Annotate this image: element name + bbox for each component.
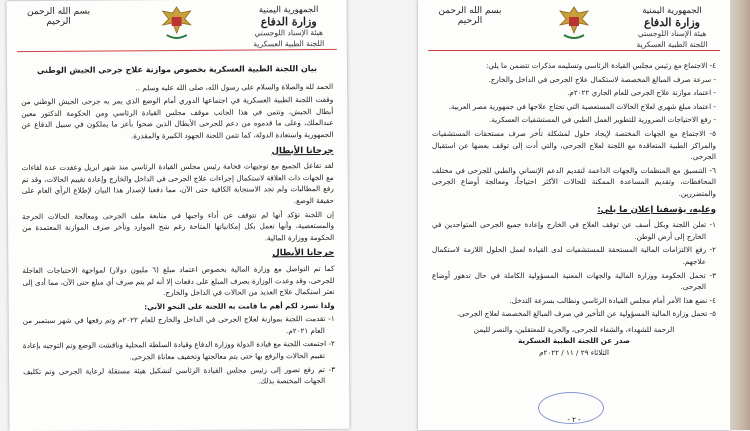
page-2-body <box>418 56 730 359</box>
list-item: ٢- رفع الالتزامات المالية المستحقة للمستشفيات لدى القيادة لعمل الحلول اللازمة لاستكمال علاجهم. <box>432 245 716 266</box>
page-1-body <box>7 55 349 389</box>
letterhead-right: الجمهورية اليمنية وزارة الدفاع هيئة الإسناد اللوجستي اللجنة الطبية العسكرية <box>636 6 708 49</box>
basmala: بسم الله الرحمن الرحيم <box>26 6 91 27</box>
issue-date: الثلاثاء ٢٩ / ١١ / ٢٠٢٢م <box>539 348 609 358</box>
paragraph: إن اللجنة تؤكد أنها لم تتوقف عن أداء واجبها في متابعة ملف الجرحى ومعالجة الحالات الحرجة والمستعصية، وأنها تعمل بكل إمكانياتها المتاحة رغم شح الموارد وتأخر صرف الموازنة المعتمدة من الحكومة ووزارة المالية. <box>21 209 335 243</box>
background-photo-edge <box>730 0 750 430</box>
intro-text: الحمد لله والصلاة والسلام على رسول الله، صلى الله عليه وسلم .. <box>135 81 334 92</box>
document-page-1 <box>7 0 350 431</box>
eagle-emblem-icon <box>157 3 197 43</box>
list-item: - اعتماد موازنة علاج الجرحى للعام الجاري ٢٠٢٢م. <box>567 88 716 98</box>
document-subject: بيان اللجنة الطبية العسكرية بخصوص موازنة علاج جرحى الجيش الوطني <box>36 64 318 75</box>
list-item: - سرعة صرف المبالغ المخصصة لاستكمال علاج الجرحى في الداخل والخارج. <box>488 74 716 84</box>
document-page-2 <box>418 0 730 430</box>
list-item: ٣- تم رفع تصور إلى رئيس مجلس القيادة الرئاسي لتشكيل هيئة مستقلة لرعاية الجرحى وتم تكليف الجهات المختصة بذلك. <box>23 364 336 386</box>
paragraph: كما تم التواصل مع وزارة المالية بخصوص اعتماد مبلغ (٦ مليون دولار) لمواجهة الاحتياجات العاجلة للجرحى، وقد وعدت الوزارة بصرف المبلغ على دفعات إلا أنه لم يتم صرف أي مبلغ حتى الآن، مما أدى إلى تعثر استكمال علاج العديد من الحالات في الداخل والخارج. <box>22 263 335 298</box>
header-divider <box>17 49 337 52</box>
basmala: بسم الله الرحمن الرحيم <box>438 6 502 26</box>
list-item: ٢- اجتمعت اللجنة مع قيادة الدولة ووزارة الدفاع وقيادة السلطة المحلية وناقشت الوضع وتم التوجيه بإعادة تقييم الحالات والرفع بها حتى يتم معالجتها وتخفيف معاناة الجرحى. <box>22 339 335 362</box>
section-heading: جرحانا الأبطال <box>272 248 335 259</box>
letterhead-right: الجمهورية اليمنية وزارة الدفاع هيئة الإسناد اللوجستي اللجنة الطبية العسكرية <box>253 5 325 49</box>
header-divider <box>428 50 720 51</box>
section-heading: وعليه، يؤسفنا إعلان ما يلي: <box>597 204 716 215</box>
list-intro: ولذا نسرد لكم أهم ما قامت به اللجنة على النحو الآتي: <box>144 300 335 311</box>
paragraph: لقد تفاعل الجميع مع توجيهات فخامة رئيس مجلس القيادة الرئاسي منذ شهر ابريل وعقدت عدة لقاءات مع الجهات ذات العلاقة لاستكمال إجراءات علاج الجرحى في الداخل والخارج وإعادة تقييم الحالات، وقد تم رفع المطالبات ولم تجد الاستجابة الكافية حتى الآن، مما دفعنا لإصدار هذا البيان لإطلاع الرأي العام على حقيقة الوضع. <box>21 161 334 206</box>
list-item: ١- تقدمت اللجنة بموازنة لعلاج الجرحى في الداخل والخارج للعام ٢٠٢٢م وتم رفعها في شهر سبتمبر من العام ٢٠٢١م. <box>22 314 335 336</box>
page-number: - ٢ - <box>567 416 581 424</box>
list-item: ٤- نضع هذا الأمر أمام مجلس القيادة الرئاسي ونطالب بسرعة التدخل. <box>509 295 716 305</box>
letterhead <box>7 0 347 57</box>
paragraph: ٥- الاجتماع مع الجهات المختصة لإيجاد حلول لمشكلة تأخر صرف مستحقات المستشفيات والمراكز الطبية المتعاقدة مع اللجنة لعلاج الجرحى، والتي أدت إلى توقف بعضها عن استقبال الجرحى. <box>432 128 716 162</box>
closing-line: الرحمة للشهداء، والشفاء للجرحى، والحرية للمعتقلين، والنصر لليمن <box>473 324 675 334</box>
issuer: صدر عن اللجنة الطبية العسكرية <box>518 336 630 346</box>
list-item: - رفع الاحتياجات الضرورية للتطوير العمل الطبي في المستشفيات العسكرية. <box>488 115 716 125</box>
list-item: - اعتماد مبلغ شهري لعلاج الحالات المستعصية التي تحتاج علاجها في جمهورية مصر العربية. <box>448 101 716 111</box>
letterhead <box>418 0 730 56</box>
list-item: ٣- تحمل الحكومة ووزارة المالية والجهات المعنية المسؤولية الكاملة في حال تدهور أوضاع الجرحى. <box>432 270 716 292</box>
section-heading: جرحانا الأبطال <box>271 145 334 156</box>
paragraph: ٦- التنسيق مع المنظمات والجهات الداعمة لتقديم الدعم الإنساني والطبي للجرحى في مختلف المحافظات، وتقديم المساعدة الممكنة للحالات الأكثر احتياجاً، ومعالجة أوضاع الجرحى والمتضررين. <box>432 165 716 198</box>
paragraph: ٤- الاجتماع مع رئيس مجلس القيادة الرئاسي وتسليمه مذكرات تتضمن ما يلي: <box>485 61 716 70</box>
eagle-emblem-icon <box>554 3 594 43</box>
list-item: ١- تعلن اللجنة وبكل أسف عن توقف العلاج في الخارج وإعادة جميع الجرحى المتواجدين في الخارج إلى أرض الوطن. <box>432 220 716 241</box>
list-item: ٥- تحمل وزارة المالية المسؤولية عن التأخير في صرف المبالغ المخصصة لعلاج الجرحى. <box>456 309 716 319</box>
paragraph: وقفت اللجنة الطبية العسكرية في اجتماعها الدوري أمام الوضع الذي يمر به جرحى الجيش الوطني من أبطال الجيش، وتثمن في هذا الجانب موقف مجلس القيادة الرئاسي ومن الحكومة الدكتور معين عبدالملك، وعلى ما قدموه من دعم للجرحى الأبطال الذين ضحوا بأعز ما يملكون في سبيل الدفاع عن الجمهورية واستعادة الدولة، كما تثمن اللجنة الجهود الكبيرة والمقدرة. <box>21 95 334 141</box>
